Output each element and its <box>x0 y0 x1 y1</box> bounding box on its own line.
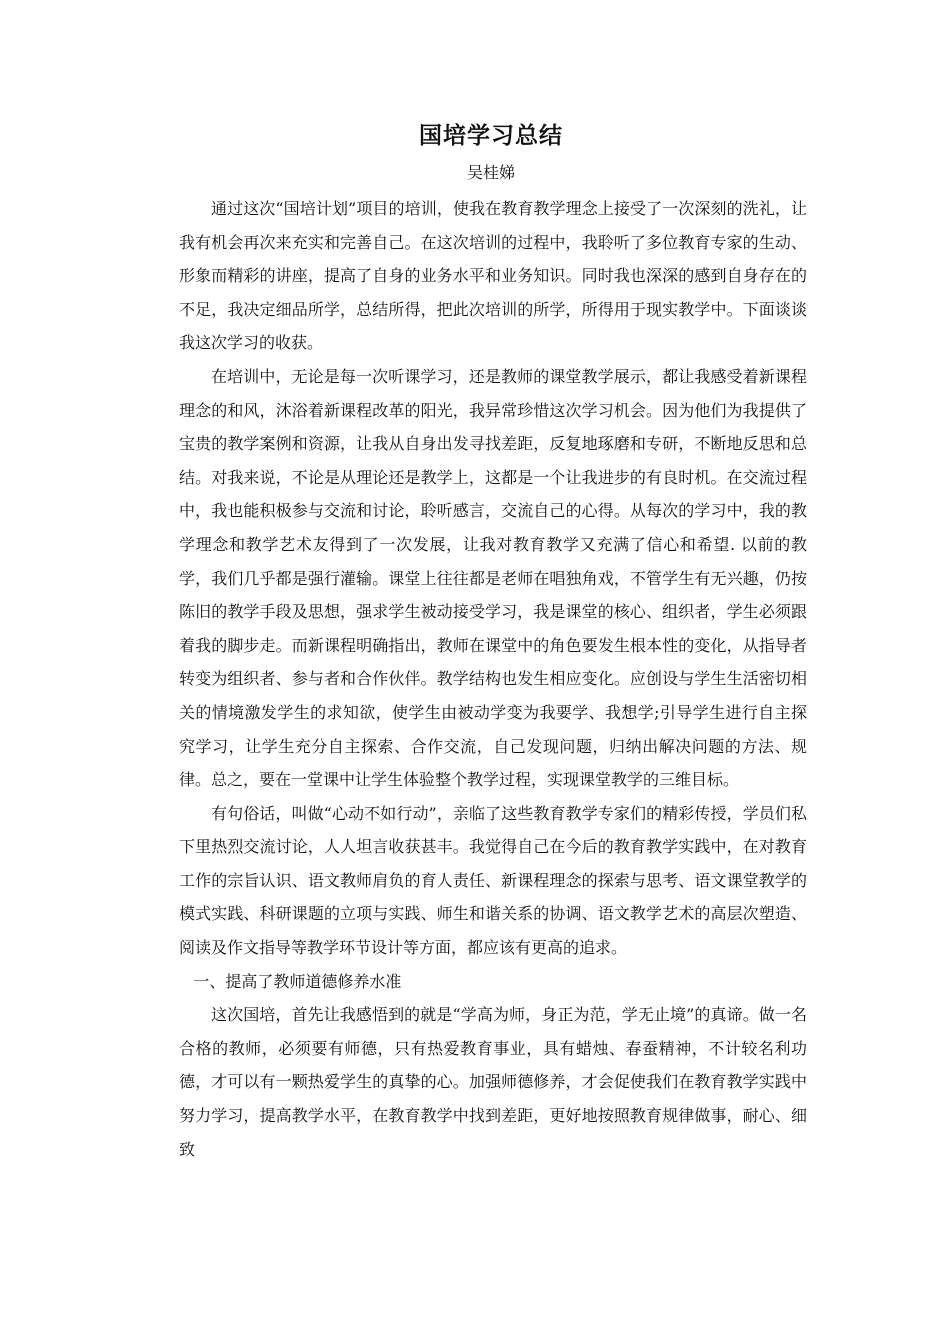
paragraph-intro: 通过这次“国培计划”项目的培训，使我在教育教学理念上接受了一次深刻的洗礼，让我有机会再次来充实和完善自己。在这次培训的过程中，我聆听了多位教育专家的生动、形象而精彩的讲座，提高了自身的业务水平和业务知识。同时我也深深的感到自身存在的不足，我决定细品所学，总结所得，把此次培训的所学，所得用于现实教学中。下面谈谈我这次学习的收获。 <box>179 199 807 353</box>
section-heading: 一、提高了教师道德修养水准 <box>193 971 402 991</box>
document-body <box>179 192 807 1166</box>
paragraph-ethics: 这次国培，首先让我感悟到的就是“学高为师，身正为范，学无止境”的真谛。做一名合格的教师，必须要有师德，只有热爱教育事业，具有蜡烛、春蚕精神，不计较名利功德，才可以有一颗热爱学生的真挚的心。加强师德修养，才会促使我们在教育教学实践中努力学习，提高教学水平，在教育教学中找到差距，更好地按照教育规律做事，耐心、细致 <box>179 1005 807 1159</box>
paragraph-action: 有句俗话，叫做“心动不如行动”，亲临了这些教育教学专家们的精彩传授，学员们私下里热烈交流讨论，人人坦言收获甚丰。我觉得自己在今后的教育教学实践中，在对教育工作的宗旨认识、语文教师肩负的育人责任、新课程理念的探索与思考、语文课堂教学的模式实践、科研课题的立项与实践、师生和谐关系的协调、语文教学艺术的高层次塑造、阅读及作文指导等教学环节设计等方面，都应该有更高的追求。 <box>179 803 807 958</box>
document-author: 吴桂娣 <box>466 163 515 182</box>
document-title: 国培学习总结 <box>419 123 563 149</box>
paragraph-training: 在培训中，无论是每一次听课学习，还是教师的课堂教学展示，都让我感受着新课程理念的和风，沐浴着新课程改革的阳光，我异常珍惜这次学习机会。因为他们为我提供了宝贵的教学案例和资源，让我从自身出发寻找差距，反复地琢磨和专研，不断地反思和总结。对我来说，不论是从理论还是教学上，这都是一个让我进步的有良时机。在交流过程中，我也能积极参与交流和讨论，聆听感言，交流自己的心得。从每次的学习中，我的教学理念和教学艺术友得到了一次发展，让我对教育教学又充满了信心和希望. 以前的教学，我们几乎都是强行灌输。课堂上往往都是老师在唱独角戏，不管学生有无兴趣，仍按陈旧的教学手段及思想，强求学生被动接受学习，我是课堂的核心、组织者，学生必须跟着我的脚步走。而新课程明确指出，教师在课堂中的角色要发生根本性的变化，从指导者转变为组织者、参与者和合作伙伴。教学结构也发生相应变化。应创设与学生生活密切相关的情境激发学生的求知欲，使学生由被动学变为我要学、我想学;引导学生进行自主探究学习，让学生充分自主探索、合作交流，自己发现问题，归纳出解决问题的方法、规律。总之，要在一堂课中让学生体验整个教学过程，实现课堂教学的三维目标。 <box>179 366 807 790</box>
